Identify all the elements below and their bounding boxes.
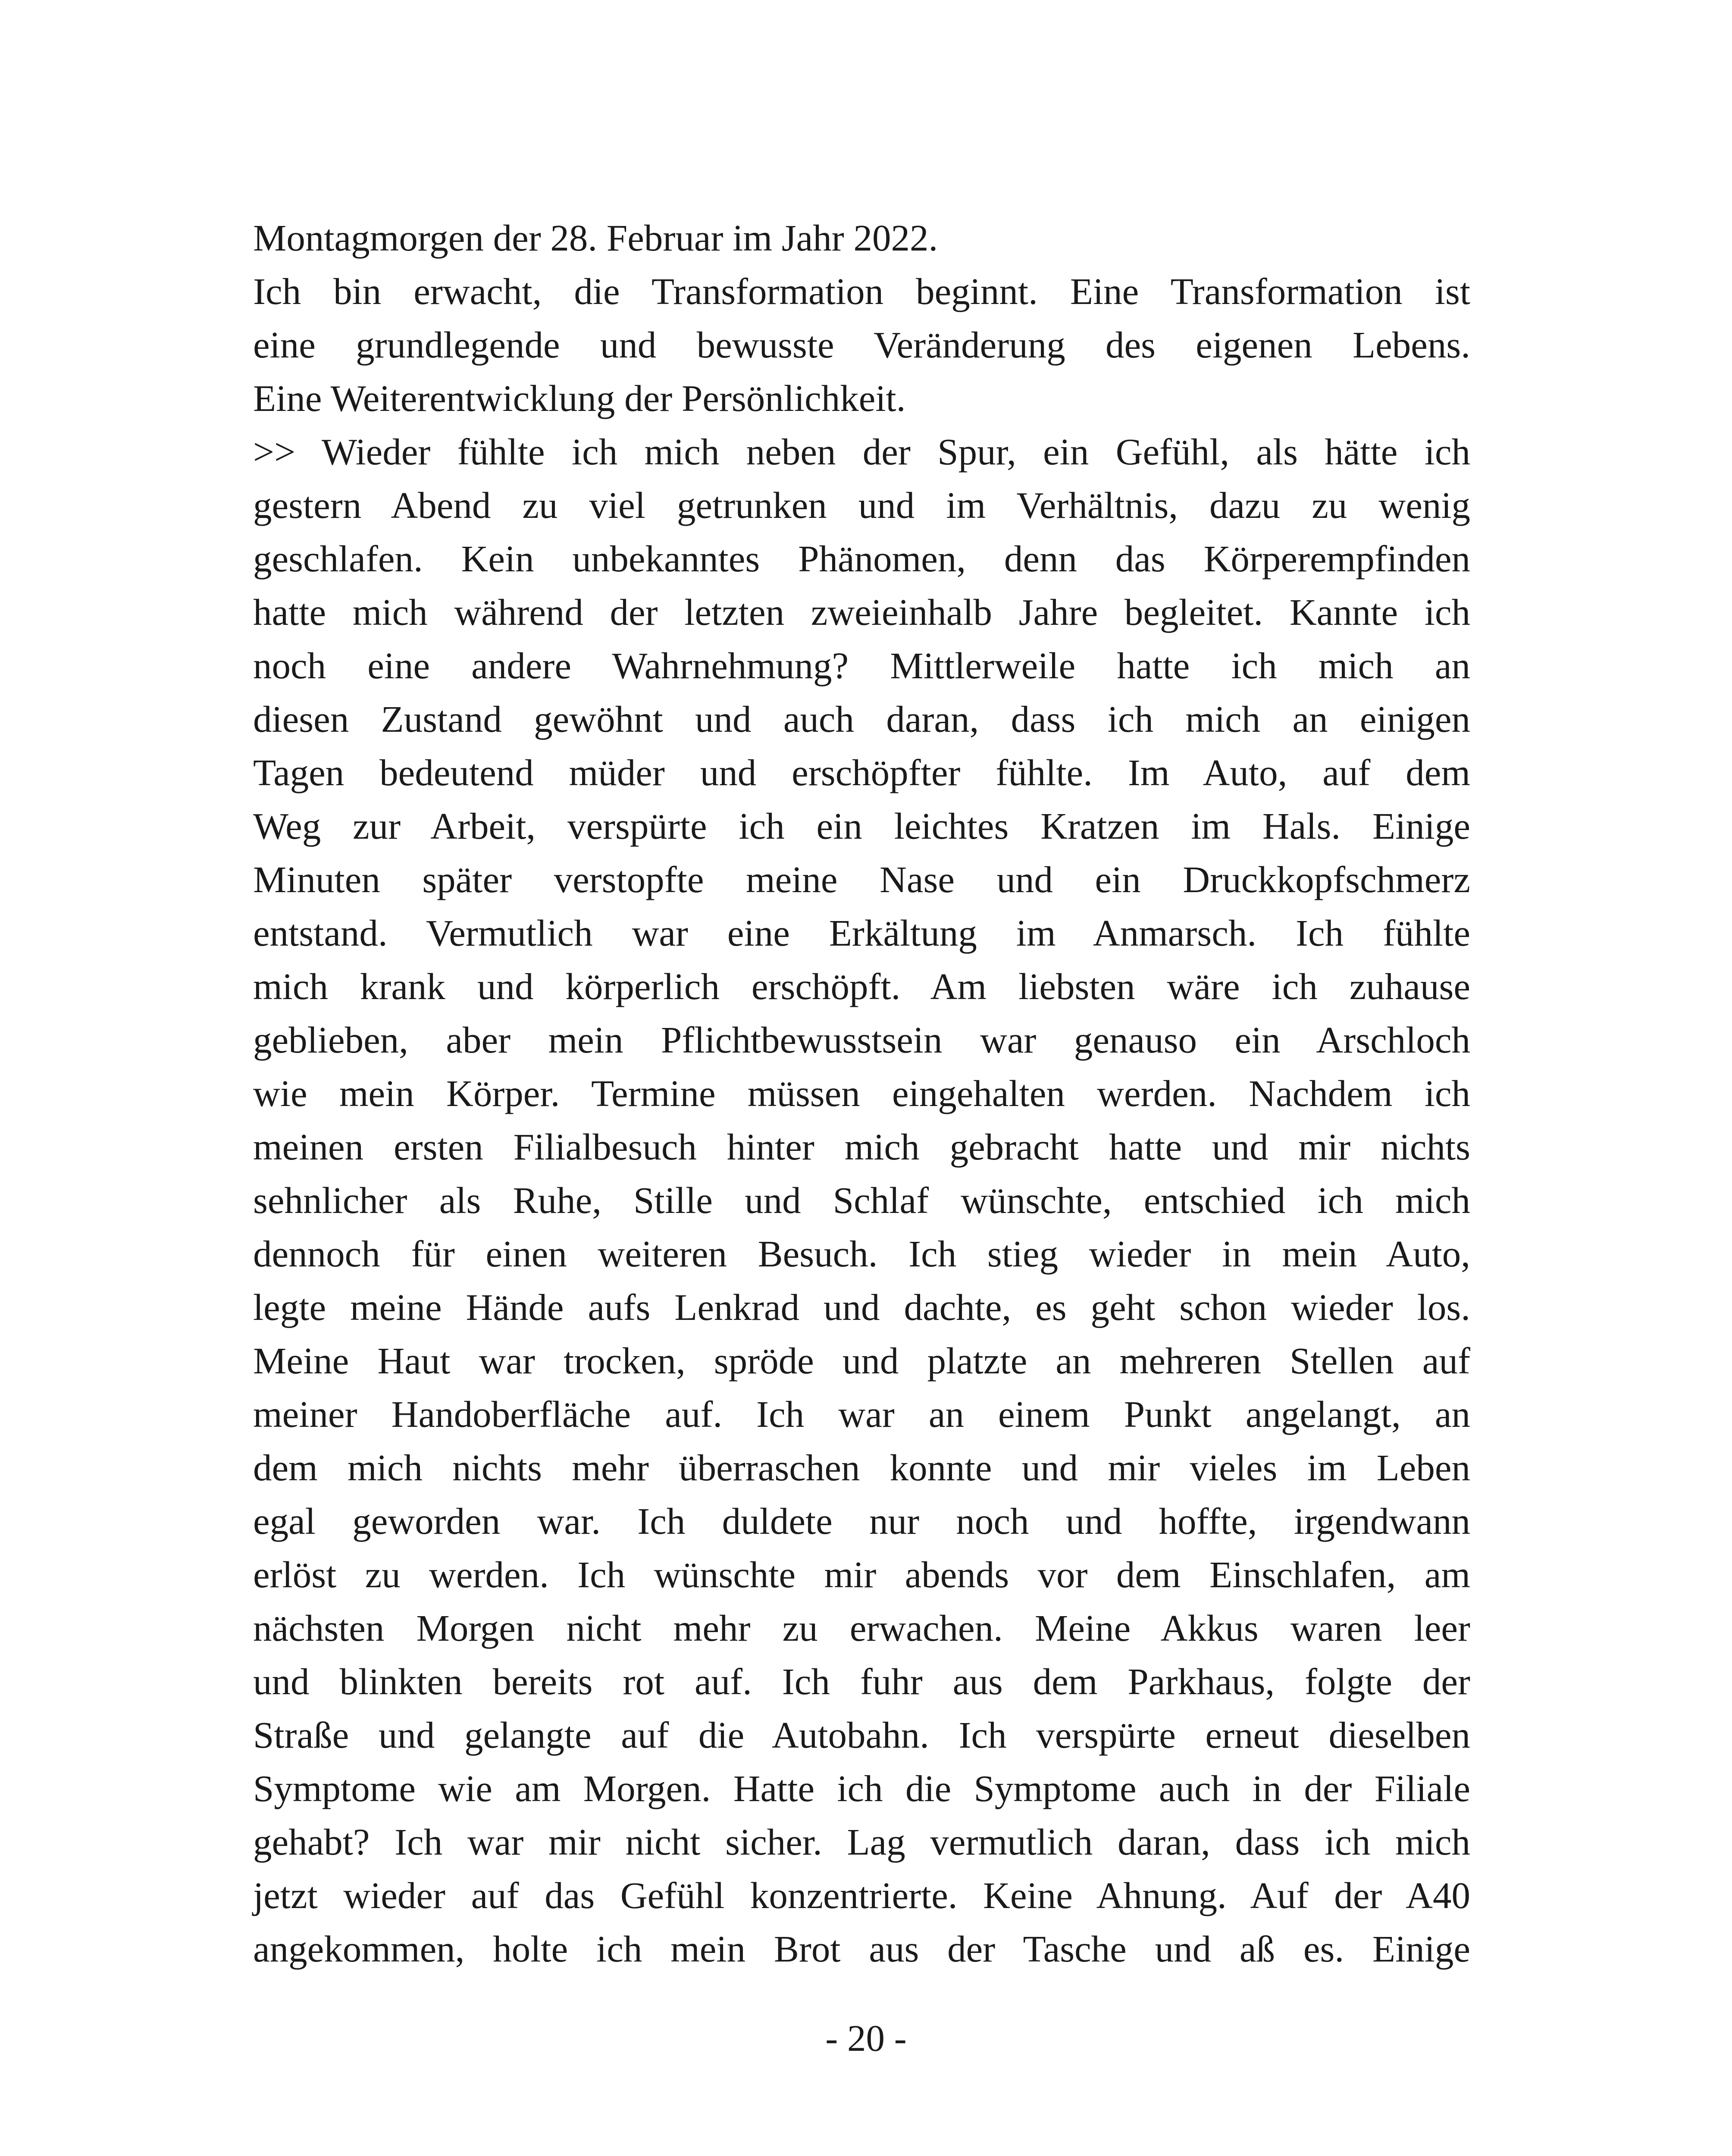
text-line: legte meine Hände aufs Lenkrad und dachte, es geht schon wieder los. xyxy=(253,1286,1470,1328)
text-line: gehabt? Ich war mir nicht sicher. Lag vermutlich daran, dass ich mich xyxy=(253,1821,1470,1863)
text-line: diesen Zustand gewöhnt und auch daran, dass ich mich an einigen xyxy=(253,698,1470,740)
text-line: erlöst zu werden. Ich wünschte mir abends vor dem Einschlafen, am xyxy=(253,1554,1470,1595)
text-line: und blinkten bereits rot auf. Ich fuhr aus dem Parkhaus, folgte der xyxy=(253,1661,1470,1702)
text-line: sehnlicher als Ruhe, Stille und Schlaf wünschte, entschied ich mich xyxy=(253,1179,1470,1221)
text-line: gestern Abend zu viel getrunken und im Verhältnis, dazu zu wenig xyxy=(253,484,1470,526)
text-line: geschlafen. Kein unbekanntes Phänomen, denn das Körperempfinden xyxy=(253,538,1470,580)
text-line: Minuten später verstopfte meine Nase und ein Druckkopfschmerz xyxy=(253,859,1470,900)
text-line: angekommen, holte ich mein Brot aus der Tasche und aß es. Einige xyxy=(253,1928,1470,1970)
text-line: wie mein Körper. Termine müssen eingehalten werden. Nachdem ich xyxy=(253,1072,1470,1114)
text-line: Straße und gelangte auf die Autobahn. Ich verspürte erneut dieselben xyxy=(253,1714,1470,1756)
text-line: Tagen bedeutend müder und erschöpfter fühlte. Im Auto, auf dem xyxy=(253,752,1470,793)
text-line: eine grundlegende und bewusste Veränderung des eigenen Lebens. xyxy=(253,324,1470,366)
text-line: dennoch für einen weiteren Besuch. Ich stieg wieder in mein Auto, xyxy=(253,1233,1470,1275)
text-line: jetzt wieder auf das Gefühl konzentrierte. Keine Ahnung. Auf der A40 xyxy=(253,1874,1470,1916)
text-line: noch eine andere Wahrnehmung? Mittlerweile hatte ich mich an xyxy=(253,645,1470,686)
text-line: Meine Haut war trocken, spröde und platzte an mehreren Stellen auf xyxy=(253,1340,1470,1382)
text-line: dem mich nichts mehr überraschen konnte und mir vieles im Leben xyxy=(253,1447,1470,1489)
text-line: Weg zur Arbeit, verspürte ich ein leichtes Kratzen im Hals. Einige xyxy=(253,805,1470,847)
text-line: meiner Handoberfläche auf. Ich war an einem Punkt angelangt, an xyxy=(253,1393,1470,1435)
text-line: entstand. Vermutlich war eine Erkältung im Anmarsch. Ich fühlte xyxy=(253,912,1470,954)
text-line: geblieben, aber mein Pflichtbewusstsein war genauso ein Arschloch xyxy=(253,1019,1470,1061)
text-line: Symptome wie am Morgen. Hatte ich die Symptome auch in der Filiale xyxy=(253,1767,1470,1809)
text-line: mich krank und körperlich erschöpft. Am liebsten wäre ich zuhause xyxy=(253,965,1470,1007)
text-line: Eine Weiterentwicklung der Persönlichkeit. xyxy=(253,377,906,419)
text-line: egal geworden war. Ich duldete nur noch und hoffte, irgendwann xyxy=(253,1500,1470,1542)
text-line: nächsten Morgen nicht mehr zu erwachen. Meine Akkus waren leer xyxy=(253,1607,1470,1649)
text-line: Montagmorgen der 28. Februar im Jahr 2022. xyxy=(253,217,938,259)
text-line: meinen ersten Filialbesuch hinter mich gebracht hatte und mir nichts xyxy=(253,1126,1470,1168)
text-line: >> Wieder fühlte ich mich neben der Spur, ein Gefühl, als hätte ich xyxy=(253,431,1470,473)
page-number: - 20 - xyxy=(825,2017,907,2059)
text-line: hatte mich während der letzten zweieinhalb Jahre begleitet. Kannte ich xyxy=(253,591,1470,633)
body-text xyxy=(253,211,1470,1976)
text-line: Ich bin erwacht, die Transformation beginnt. Eine Transformation ist xyxy=(253,270,1470,312)
